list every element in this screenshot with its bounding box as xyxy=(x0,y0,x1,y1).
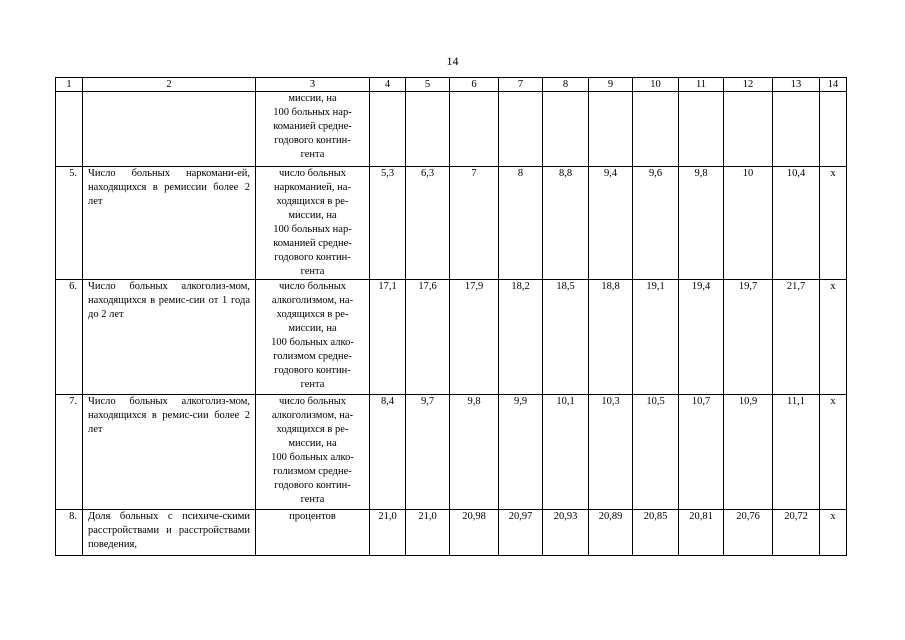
value-cell xyxy=(370,92,406,167)
column-number: 10 xyxy=(633,78,679,92)
column-number: 3 xyxy=(256,78,370,92)
unit-of-measure: миссии, на 100 больных нар- команией средне- годового контин- гента xyxy=(256,92,370,167)
value-cell: 20,97 xyxy=(499,510,543,556)
table-row xyxy=(56,280,847,395)
value-cell: 19,7 xyxy=(724,280,773,395)
last-column-cell: х xyxy=(820,395,847,510)
indicator-name: Число больных алкоголиз-мом, находящихся в ремис-сии от 1 года до 2 лет xyxy=(83,280,256,395)
value-cell xyxy=(543,92,589,167)
value-cell: 10,5 xyxy=(633,395,679,510)
table-row xyxy=(56,167,847,280)
table-row-continuation xyxy=(56,92,847,167)
column-number: 14 xyxy=(820,78,847,92)
table-row xyxy=(56,395,847,510)
indicator-name: Число больных наркомани-ей, находящихся в ремиссии более 2 лет xyxy=(83,167,256,280)
value-cell xyxy=(724,92,773,167)
page-number: 14 xyxy=(446,54,459,68)
value-cell: 20,89 xyxy=(589,510,633,556)
value-cell: 10,1 xyxy=(543,395,589,510)
value-cell: 18,8 xyxy=(589,280,633,395)
value-cell: 19,1 xyxy=(633,280,679,395)
last-column-cell: х xyxy=(820,167,847,280)
value-cell: 21,7 xyxy=(773,280,820,395)
value-cell: 10,3 xyxy=(589,395,633,510)
value-cell: 9,7 xyxy=(406,395,450,510)
row-number: 6. xyxy=(56,280,83,395)
value-cell: 8 xyxy=(499,167,543,280)
value-cell: 11,1 xyxy=(773,395,820,510)
column-number: 2 xyxy=(83,78,256,92)
last-column-cell xyxy=(820,92,847,167)
value-cell: 8,4 xyxy=(370,395,406,510)
value-cell: 18,2 xyxy=(499,280,543,395)
column-number: 9 xyxy=(589,78,633,92)
value-cell: 17,1 xyxy=(370,280,406,395)
value-cell: 5,3 xyxy=(370,167,406,280)
column-number: 4 xyxy=(370,78,406,92)
value-cell: 19,4 xyxy=(679,280,724,395)
indicator-table xyxy=(55,77,847,556)
value-cell: 17,9 xyxy=(450,280,499,395)
value-cell: 21,0 xyxy=(406,510,450,556)
column-number: 1 xyxy=(56,78,83,92)
row-number: 7. xyxy=(56,395,83,510)
value-cell: 9,6 xyxy=(633,167,679,280)
value-cell xyxy=(633,92,679,167)
column-number: 12 xyxy=(724,78,773,92)
indicator-name xyxy=(83,92,256,167)
value-cell xyxy=(450,92,499,167)
column-number: 5 xyxy=(406,78,450,92)
value-cell xyxy=(499,92,543,167)
value-cell: 17,6 xyxy=(406,280,450,395)
unit-of-measure: число больных алкоголизмом, на- ходящихся в ре- миссии, на 100 больных алко- голизмом средне- годового контин- гента xyxy=(256,280,370,395)
value-cell: 9,8 xyxy=(679,167,724,280)
column-number: 13 xyxy=(773,78,820,92)
value-cell: 18,5 xyxy=(543,280,589,395)
value-cell: 20,93 xyxy=(543,510,589,556)
last-column-cell: х xyxy=(820,510,847,556)
value-cell: 20,85 xyxy=(633,510,679,556)
unit-of-measure: процентов xyxy=(256,510,370,556)
row-number xyxy=(56,92,83,167)
indicator-name: Доля больных с психиче-скими расстройствами и расстройствами поведения, xyxy=(83,510,256,556)
value-cell: 9,4 xyxy=(589,167,633,280)
column-number: 8 xyxy=(543,78,589,92)
value-cell: 8,8 xyxy=(543,167,589,280)
value-cell: 9,9 xyxy=(499,395,543,510)
value-cell xyxy=(679,92,724,167)
value-cell: 10,9 xyxy=(724,395,773,510)
value-cell: 20,72 xyxy=(773,510,820,556)
column-number: 11 xyxy=(679,78,724,92)
value-cell: 9,8 xyxy=(450,395,499,510)
column-number: 7 xyxy=(499,78,543,92)
column-number: 6 xyxy=(450,78,499,92)
row-number: 5. xyxy=(56,167,83,280)
unit-of-measure: число больных наркоманией, на- ходящихся в ре- миссии, на 100 больных нар- команией средне- годового контин- гента xyxy=(256,167,370,280)
value-cell xyxy=(589,92,633,167)
table-row xyxy=(56,510,847,556)
value-cell: 20,81 xyxy=(679,510,724,556)
value-cell: 20,76 xyxy=(724,510,773,556)
value-cell xyxy=(406,92,450,167)
column-number-row xyxy=(56,78,847,92)
value-cell: 10,7 xyxy=(679,395,724,510)
unit-of-measure: число больных алкоголизмом, на- ходящихся в ре- миссии, на 100 больных алко- голизмом средне- годового контин- гента xyxy=(256,395,370,510)
value-cell: 6,3 xyxy=(406,167,450,280)
value-cell: 20,98 xyxy=(450,510,499,556)
last-column-cell: х xyxy=(820,280,847,395)
row-number: 8. xyxy=(56,510,83,556)
value-cell xyxy=(773,92,820,167)
value-cell: 10,4 xyxy=(773,167,820,280)
value-cell: 7 xyxy=(450,167,499,280)
value-cell: 10 xyxy=(724,167,773,280)
indicator-name: Число больных алкоголиз-мом, находящихся в ремис-сии более 2 лет xyxy=(83,395,256,510)
value-cell: 21,0 xyxy=(370,510,406,556)
